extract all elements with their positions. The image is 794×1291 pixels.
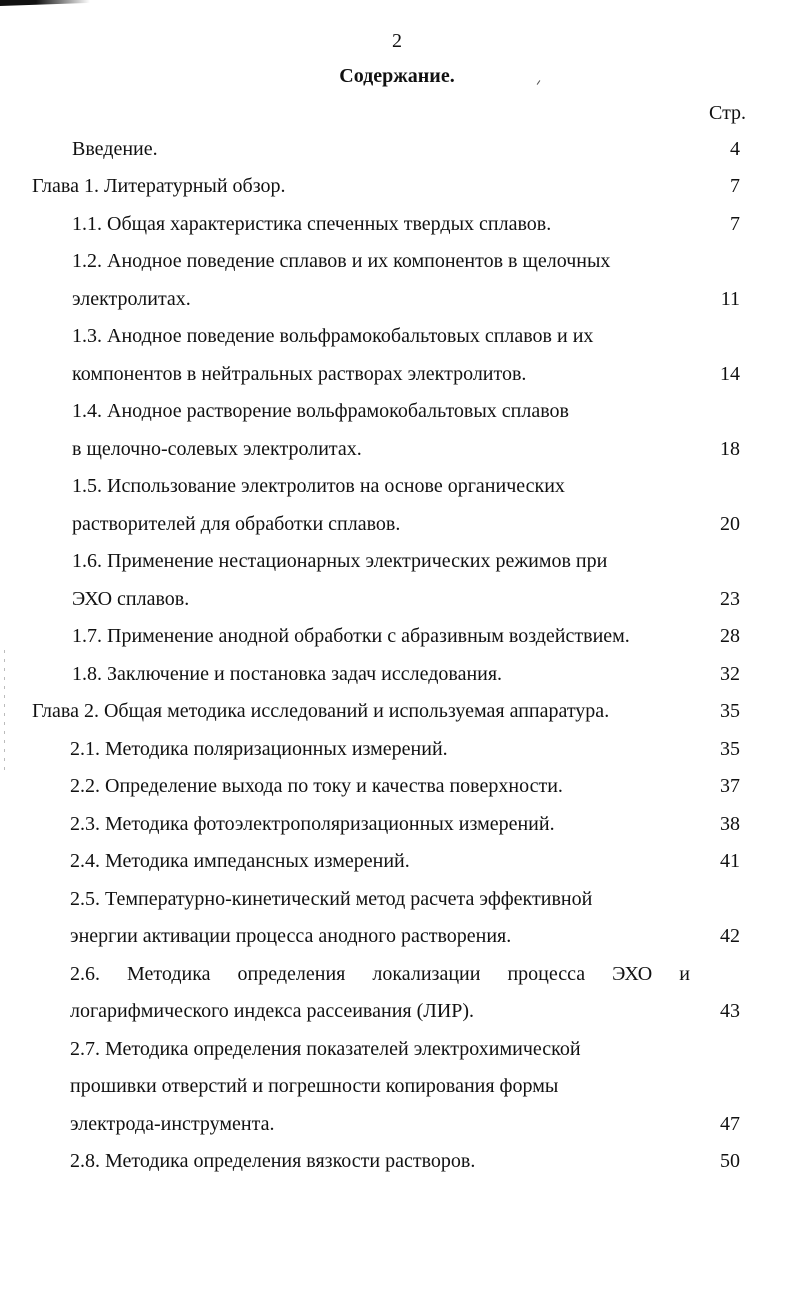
- toc-entry-text: 1.3. Анодное поведение вольфрамокобальтовых сплавов и их: [72, 325, 594, 347]
- toc-entry-page: 35: [720, 738, 740, 760]
- toc-entry-text: 2.4. Методика импедансных измерений.: [70, 850, 410, 872]
- page-title: Содержание.: [339, 65, 455, 87]
- toc-entry-text: 2.5. Температурно-кинетический метод расчета эффективной: [70, 888, 593, 910]
- toc-entry-text: ЭХО сплавов.: [72, 588, 190, 610]
- toc-entry-text: Глава 1. Литературный обзор.: [32, 175, 286, 197]
- toc-entry-text: логарифмического индекса рассеивания (ЛИР).: [70, 1000, 475, 1022]
- toc-entry-page: 20: [720, 513, 740, 535]
- toc-entry-page: 32: [720, 663, 740, 685]
- toc-entry-text: 2.1. Методика поляризационных измерений.: [70, 738, 448, 760]
- toc-entry-page: 42: [720, 925, 740, 947]
- toc-word: определения: [237, 963, 346, 985]
- toc-entry-text: в щелочно-солевых электролитах.: [72, 438, 362, 460]
- page-column-header: Стр.: [709, 102, 747, 124]
- toc-entry-page: 37: [720, 775, 740, 797]
- toc-entry-text: электролитах.: [72, 288, 191, 310]
- toc-entry-text: 1.5. Использование электролитов на основе органических: [72, 475, 565, 497]
- toc-entry-page: 35: [720, 700, 740, 722]
- toc-entry-text: прошивки отверстий и погрешности копирования формы: [70, 1075, 559, 1097]
- toc-word: и: [679, 963, 690, 985]
- scan-edge-mark: [0, 0, 90, 6]
- toc-entry-text: 2.7. Методика определения показателей электрохимической: [70, 1038, 581, 1060]
- toc-entry-text: Введение.: [72, 138, 158, 160]
- toc-entry-page: 43: [720, 1000, 740, 1022]
- toc-word: 2.6.: [70, 963, 100, 985]
- toc-entry-page: 11: [720, 288, 740, 310]
- toc-entry-page: 38: [720, 813, 740, 835]
- toc-word: локализации: [372, 963, 481, 985]
- toc-entry-page: 14: [720, 363, 740, 385]
- toc-entry-page: 41: [720, 850, 740, 872]
- toc-entry-text: 1.7. Применение анодной обработки с абразивным воздействием.: [72, 625, 630, 647]
- toc-word: Методика: [127, 963, 211, 985]
- toc-entry-text: [70, 961, 690, 987]
- scan-edge-noise: [4, 650, 5, 770]
- toc-entry-text: растворителей для обработки сплавов.: [72, 513, 401, 535]
- toc-entry-text: 2.2. Определение выхода по току и качества поверхности.: [70, 775, 563, 797]
- page-number: 2: [392, 30, 402, 52]
- toc-entry-text: 1.8. Заключение и постановка задач исследования.: [72, 663, 503, 685]
- toc-entry-text: энергии активации процесса анодного растворения.: [70, 925, 512, 947]
- toc-entry-text: электрода-инструмента.: [70, 1113, 275, 1135]
- toc-entry-page: 7: [730, 213, 740, 235]
- toc-entry-text: 2.3. Методика фотоэлектрополяризационных измерений.: [70, 813, 555, 835]
- toc-entry-text: 1.1. Общая характеристика спеченных твердых сплавов.: [72, 213, 552, 235]
- toc-word: ЭХО: [612, 963, 653, 985]
- toc-entry-page: 7: [730, 175, 740, 197]
- toc-entry-text: 1.4. Анодное растворение вольфрамокобальтовых сплавов: [72, 400, 569, 422]
- toc-entry-page: 47: [720, 1113, 740, 1135]
- toc-word: процесса: [507, 963, 586, 985]
- toc-entry-text: 2.8. Методика определения вязкости растворов.: [70, 1150, 476, 1172]
- toc-entry-page: 28: [720, 625, 740, 647]
- toc-entry-text: 1.2. Анодное поведение сплавов и их компонентов в щелочных: [72, 250, 611, 272]
- toc-entry-page: 4: [730, 138, 740, 160]
- toc-entry-page: 50: [720, 1150, 740, 1172]
- toc-entry-page: 18: [720, 438, 740, 460]
- toc-entry-page: 23: [720, 588, 740, 610]
- toc-entry-text: 1.6. Применение нестационарных электрических режимов при: [72, 550, 608, 572]
- toc-entry-text: компонентов в нейтральных растворах электролитов.: [72, 363, 527, 385]
- toc-entry-text: Глава 2. Общая методика исследований и используемая аппаратура.: [32, 700, 610, 722]
